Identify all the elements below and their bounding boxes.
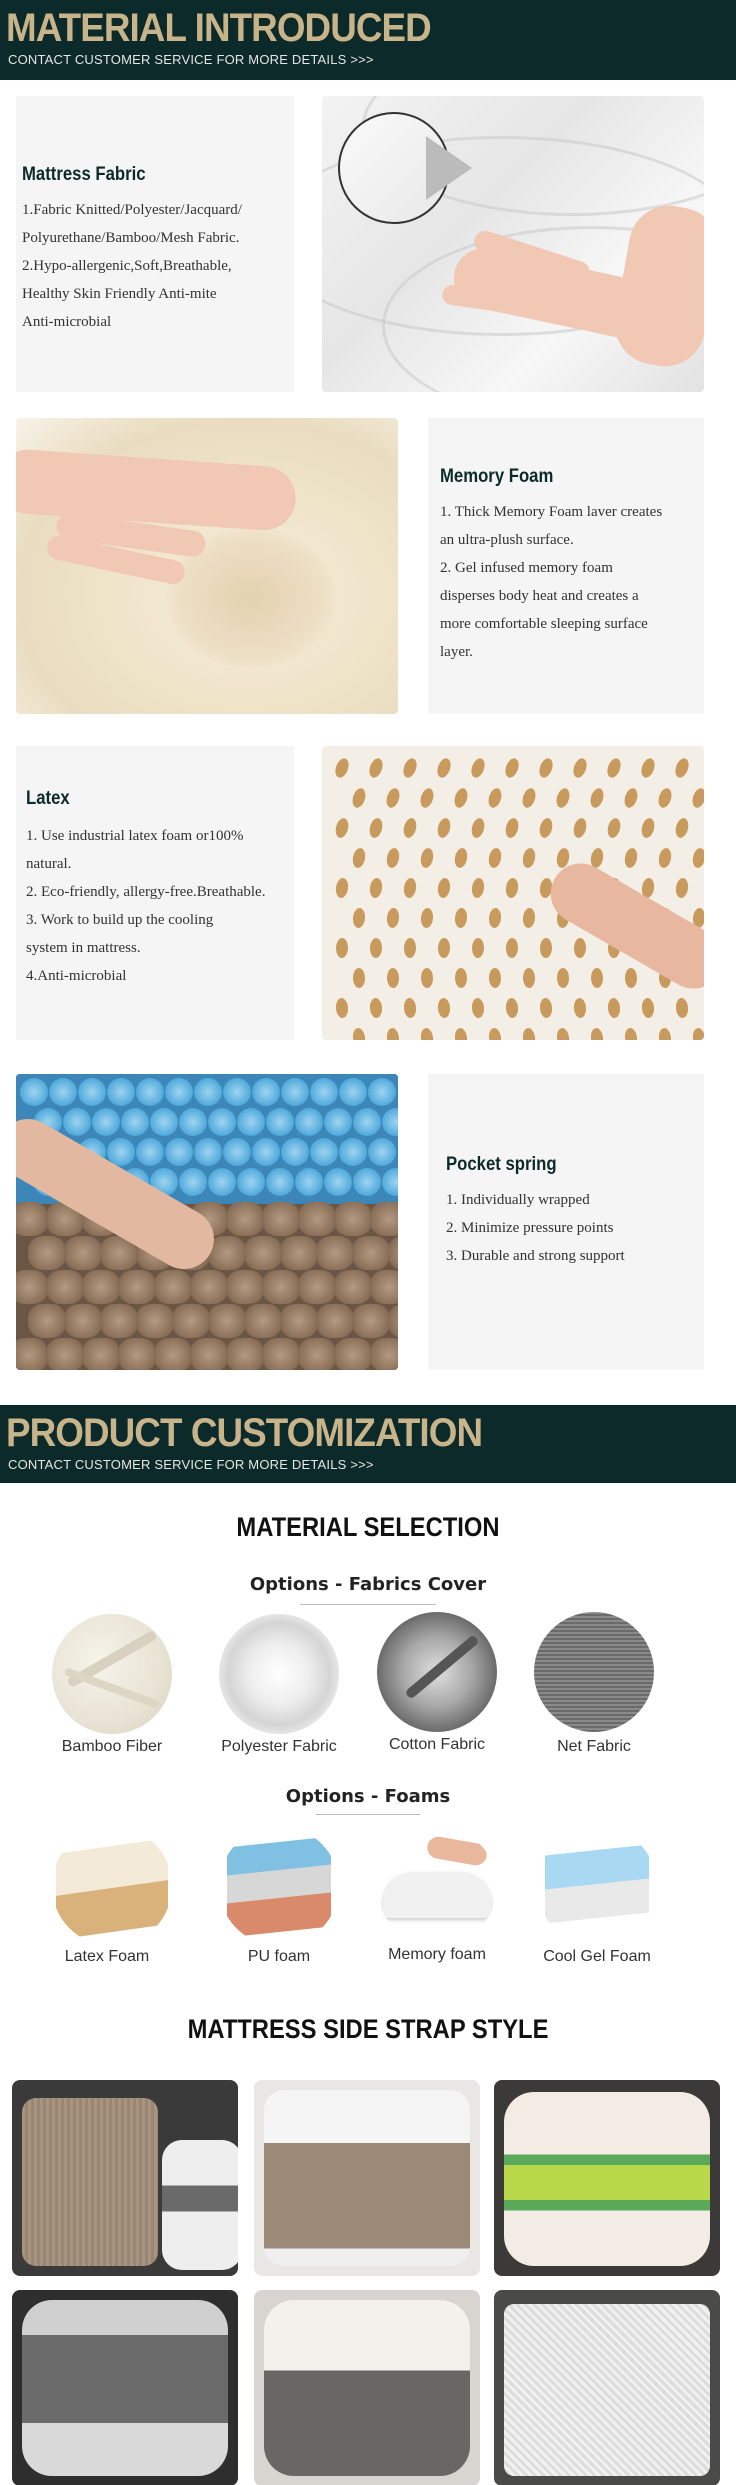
brown-spring-coil [280,1236,318,1270]
blue-spring-coil [353,1108,381,1136]
brown-spring-coil [388,1236,398,1270]
brown-spring-coil [352,1304,390,1338]
brown-spring-coil [316,1236,354,1270]
blue-spring-coil [266,1168,294,1196]
brown-spring-coil [226,1338,264,1370]
brown-spring-coil [16,1270,48,1304]
brown-spring-coil [190,1338,228,1370]
product-customization-banner [0,1405,736,1483]
latex-hole [404,938,417,958]
memory-foam-text: 1. Thick Memory Foam laver creates an ultra-plush surface. 2. Gel infused memory foam disperses body heat and creates a more comfortable sleeping surface layer. [440,504,663,660]
blue-spring-coil [179,1108,207,1136]
brown-spring-coil [46,1338,84,1370]
blue-spring-coil [136,1138,164,1166]
pu-foam-swatch [219,1826,339,1946]
latex-hole [591,968,603,988]
brown-spring-coil [118,1338,156,1370]
latex-hole [352,1027,366,1040]
brown-spring-coil [82,1270,120,1304]
latex-hole [675,998,688,1019]
latex-hole [487,847,503,869]
brown-spring-coil [190,1270,228,1304]
brown-spring-coil [352,1236,390,1270]
banner-title: MATERIAL INTRODUCED [6,6,431,50]
latex-hole [606,817,622,839]
material-selection-heading: MATERIAL SELECTION [236,1512,500,1542]
blue-spring-coil [237,1108,265,1136]
blue-spring-coil [208,1168,236,1196]
latex-hole [625,968,637,988]
latex-hole [590,1027,604,1040]
brown-spring-coil [298,1270,336,1304]
brown-spring-coil [64,1236,102,1270]
brown-spring-coil [64,1304,102,1338]
cool-gel-foam-swatch [537,1826,657,1946]
latex-hole [350,787,367,810]
latex-hole [335,877,350,898]
blue-spring-coil [136,1078,164,1106]
net-fabric-swatch [534,1612,654,1732]
latex-hole [420,908,434,929]
latex-hole [420,1027,434,1040]
latex-hole [539,998,552,1019]
blue-spring-coil [194,1138,222,1166]
blue-spring-coil [237,1168,265,1196]
material-introduced-banner [0,0,736,80]
latex-hole [452,787,469,810]
blue-spring-coil [165,1078,193,1106]
pocket-spring-title: Pocket spring [446,1154,557,1175]
brown-spring-coil [82,1338,120,1370]
brown-spring-coil [316,1304,354,1338]
latex-hole [690,787,704,810]
memory-foam-label: Memory foam [388,1946,486,1963]
latex-hole [489,968,501,988]
banner-title: PRODUCT CUSTOMIZATION [6,1411,483,1455]
latex-hole [352,908,366,929]
brown-spring-coil [28,1304,66,1338]
blue-spring-coil [310,1138,338,1166]
blue-spring-coil [281,1138,309,1166]
latex-card [16,746,294,1040]
brown-spring-coil [334,1270,372,1304]
memory-foam-title: Memory Foam [440,466,554,487]
brown-spring-coil [334,1338,372,1370]
latex-hole [470,817,486,839]
latex-hole [520,787,537,810]
brown-spring-coil [298,1338,336,1370]
brown-spring-coil [226,1270,264,1304]
latex-hole [692,1027,704,1040]
latex-hole [506,938,519,958]
latex-hole [453,847,469,869]
strap-style-3 [494,2080,720,2276]
brown-spring-coil [298,1202,336,1236]
pocket-spring-text: 1. Individually wrapped 2. Minimize pressure points 3. Durable and strong support [446,1192,625,1264]
pocket-spring-card [428,1074,704,1370]
latex-hole [674,817,690,839]
blue-spring-coil [194,1078,222,1106]
brown-spring-coil [136,1304,174,1338]
latex-hole [640,817,656,839]
latex-hole [386,908,400,929]
latex-hole [574,938,587,958]
latex-hole [387,968,399,988]
blue-spring-coil [208,1108,236,1136]
latex-hole [369,877,384,898]
latex-hole [504,817,520,839]
latex-hole [557,968,569,988]
latex-hole [472,938,485,958]
blue-spring-coil [252,1078,280,1106]
latex-title: Latex [26,788,70,809]
brown-spring-coil [388,1304,398,1338]
latex-hole [402,817,418,839]
blue-spring-coil [339,1138,367,1166]
mattress-fabric-card [16,96,294,392]
latex-hole [369,998,382,1019]
brown-spring-coil [280,1304,318,1338]
brown-spring-coil [100,1304,138,1338]
latex-hole [540,938,553,958]
brown-spring-coil [16,1338,48,1370]
latex-hole [386,1027,400,1040]
foams-options-heading: Options - Foams [285,1786,451,1807]
blue-spring-coil [20,1078,48,1106]
latex-hole [471,998,484,1019]
bamboo-fiber-swatch [52,1614,172,1734]
brown-spring-coil [262,1270,300,1304]
latex-hole [571,757,589,780]
latex-hole [622,787,639,810]
brown-spring-coil [226,1202,264,1236]
latex-hole [554,787,571,810]
blue-spring-coil [339,1078,367,1106]
pocket-spring-photo [16,1074,398,1370]
blue-spring-coil [353,1168,381,1196]
brown-spring-coil [154,1270,192,1304]
latex-hole [469,757,487,780]
blue-spring-coil [179,1168,207,1196]
blue-spring-coil [310,1078,338,1106]
latex-hole [573,998,586,1019]
latex-foam-label: Latex Foam [64,1948,150,1965]
latex-hole [335,998,348,1019]
latex-hole [675,877,690,898]
blue-spring-coil [78,1078,106,1106]
latex-hole [522,908,536,929]
memory-foam-swatch [377,1826,497,1946]
fabrics-options-rule [300,1604,436,1605]
blue-spring-coil [107,1078,135,1106]
mattress-fabric-photo [322,96,704,392]
strap-style-4 [12,2290,238,2485]
brown-spring-coil [28,1236,66,1270]
fabrics-options-heading: Options - Fabrics Cover [249,1574,487,1595]
pu-foam-label: PU foam [247,1948,311,1965]
latex-hole [368,817,384,839]
latex-hole [454,908,468,929]
blue-spring-coil [324,1168,352,1196]
latex-hole [333,757,351,780]
latex-hole [438,938,451,958]
latex-hole [503,757,521,780]
brown-spring-coil [16,1202,48,1236]
latex-photo [322,746,704,1040]
cotton-fabric-swatch [377,1612,497,1732]
blue-spring-coil [223,1138,251,1166]
blue-spring-coil [368,1138,396,1166]
brown-spring-coil [118,1270,156,1304]
latex-hole [641,998,654,1019]
latex-hole [505,998,518,1019]
latex-hole [336,938,349,958]
brown-spring-coil [334,1202,372,1236]
brown-spring-coil [244,1236,282,1270]
latex-hole [486,787,503,810]
mattress-fabric-title: Mattress Fabric [22,164,146,185]
latex-hole [658,1027,672,1040]
latex-hole [454,1027,468,1040]
strap-style-heading: MATTRESS SIDE STRAP STYLE [187,2014,549,2044]
latex-hole [471,877,486,898]
blue-spring-coil [92,1108,120,1136]
memory-foam-photo [16,418,398,714]
brown-spring-coil [208,1304,246,1338]
latex-hole [522,1027,536,1040]
strap-style-1 [12,2080,238,2276]
polyester-fabric-label: Polyester Fabric [221,1738,337,1755]
latex-hole [367,757,385,780]
blue-spring-coil [223,1078,251,1106]
mattress-fabric-text: 1.Fabric Knitted/Polyester/Jacquard/ Polyurethane/Bamboo/Mesh Fabric. 2.Hypo-allergenic,Soft,Breathable, Healthy Skin Friendly Anti-mite Anti-microbial [22,202,242,330]
latex-hole [421,968,433,988]
polyester-fabric-swatch [219,1614,339,1734]
latex-hole [505,877,520,898]
latex-hole [401,757,419,780]
brown-spring-coil [172,1304,210,1338]
latex-hole [521,847,537,869]
latex-hole [657,847,673,869]
latex-hole [334,817,350,839]
latex-hole [605,757,623,780]
banner-subtitle: CONTACT CUSTOMER SERVICE FOR MORE DETAILS >>> [8,52,374,67]
latex-hole [351,847,367,869]
blue-spring-coil [63,1108,91,1136]
latex-hole [419,847,435,869]
brown-spring-coil [262,1338,300,1370]
strap-style-6 [494,2290,720,2485]
latex-hole [556,1027,570,1040]
latex-hole [370,938,383,958]
memory-foam-card [428,418,704,714]
blue-spring-coil [165,1138,193,1166]
latex-hole [437,998,450,1019]
latex-foam-swatch [52,1826,172,1946]
blue-spring-coil [121,1108,149,1136]
banner-subtitle: CONTACT CUSTOMER SERVICE FOR MORE DETAILS >>> [8,1457,374,1472]
blue-spring-coil [324,1108,352,1136]
latex-hole [572,817,588,839]
latex-text: 1. Use industrial latex foam or100% natural. 2. Eco-friendly, allergy-free.Breathable. 3. Work to build up the cooling system in mattress. 4.Anti-microbial [26,828,266,984]
latex-hole [607,998,620,1019]
latex-hole [538,817,554,839]
latex-hole [403,998,416,1019]
latex-hole [437,877,452,898]
blue-spring-coil [295,1108,323,1136]
latex-hole [537,757,555,780]
latex-hole [488,1027,502,1040]
latex-hole [353,968,365,988]
latex-hole [588,787,605,810]
brown-spring-coil [244,1304,282,1338]
latex-hole [436,817,452,839]
blue-spring-coil [295,1168,323,1196]
brown-spring-coil [46,1270,84,1304]
latex-hole [656,787,673,810]
latex-hole [455,968,467,988]
net-fabric-label: Net Fabric [557,1738,631,1755]
latex-hole [673,757,691,780]
brown-spring-coil [262,1202,300,1236]
blue-spring-coil [368,1078,396,1106]
brown-spring-coil [154,1338,192,1370]
latex-hole [624,1027,638,1040]
blue-spring-coil [281,1078,309,1106]
strap-style-2 [254,2080,480,2276]
latex-hole [523,968,535,988]
latex-hole [403,877,418,898]
cotton-fabric-label: Cotton Fabric [388,1736,486,1753]
latex-hole [385,847,401,869]
latex-hole [488,908,502,929]
bamboo-fiber-label: Bamboo Fiber [61,1738,163,1755]
latex-hole [435,757,453,780]
blue-spring-coil [150,1108,178,1136]
latex-hole [384,787,401,810]
foams-options-rule [316,1814,420,1815]
blue-spring-coil [49,1078,77,1106]
cool-gel-foam-label: Cool Gel Foam [543,1948,651,1965]
latex-hole [691,847,704,869]
latex-hole [639,757,657,780]
blue-spring-coil [266,1108,294,1136]
blue-spring-coil [252,1138,280,1166]
latex-hole [623,847,639,869]
strap-style-5 [254,2290,480,2485]
brown-spring-coil [370,1338,398,1370]
latex-hole [418,787,435,810]
brown-spring-coil [370,1270,398,1304]
brown-spring-coil [370,1202,398,1236]
